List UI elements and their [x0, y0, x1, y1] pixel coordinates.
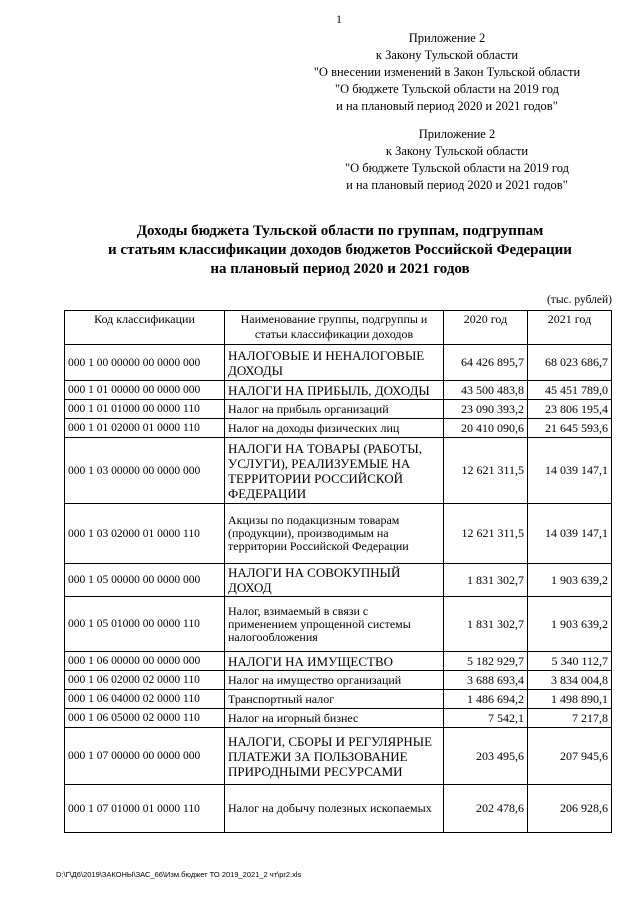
appendix-line: Приложение 2: [418, 127, 496, 141]
row-name: Налог на доходы физических лиц: [225, 419, 444, 438]
row-code: 000 1 06 05000 02 0000 110: [65, 709, 225, 728]
table-row: [65, 690, 612, 709]
row-code: 000 1 01 02000 01 0000 110: [65, 419, 225, 438]
revenue-table: [64, 310, 612, 833]
row-code: 000 1 03 00000 00 0000 000: [65, 438, 225, 504]
units-label: (тыс. рублей): [546, 294, 612, 306]
row-name: Транспортный налог: [225, 690, 444, 709]
row-value-2021: 21 645 593,6: [528, 419, 612, 438]
row-code: 000 1 03 02000 01 0000 110: [65, 504, 225, 564]
row-value-2021: 14 039 147,1: [528, 438, 612, 504]
row-value-2020: 1 486 694,2: [444, 690, 528, 709]
row-code: 000 1 06 02000 02 0000 110: [65, 671, 225, 690]
appendix-header-budget-law: [322, 126, 592, 194]
table-row: [65, 785, 612, 833]
table-row: [65, 419, 612, 438]
row-value-2020: 12 621 311,5: [444, 438, 528, 504]
table-row: [65, 504, 612, 564]
appendix-line: "О внесении изменений в Закон Тульской области: [313, 65, 581, 79]
appendix-line: "О бюджете Тульской области на 2019 год: [345, 161, 569, 175]
table-row: [65, 597, 612, 652]
row-name: НАЛОГИ НА ПРИБЫЛЬ, ДОХОДЫ: [225, 381, 444, 400]
table-header-row: [65, 311, 612, 345]
row-name: Налог на прибыль организаций: [225, 400, 444, 419]
table-row: [65, 652, 612, 671]
row-code: 000 1 06 04000 02 0000 110: [65, 690, 225, 709]
appendix-line: и на плановый период 2020 и 2021 годов": [336, 99, 558, 113]
row-code: 000 1 01 01000 00 0000 110: [65, 400, 225, 419]
table-row: [65, 564, 612, 597]
table-row: [65, 438, 612, 504]
row-value-2020: 23 090 393,2: [444, 400, 528, 419]
header-name: Наименование группы, подгруппы и статьи классификации доходов: [225, 311, 444, 345]
row-value-2021: 68 023 686,7: [528, 345, 612, 381]
row-value-2020: 3 688 693,4: [444, 671, 528, 690]
row-code: 000 1 07 01000 01 0000 110: [65, 785, 225, 833]
appendix-line: к Закону Тульской области: [385, 144, 529, 158]
row-value-2020: 7 542,1: [444, 709, 528, 728]
row-name: Налог на имущество организаций: [225, 671, 444, 690]
row-value-2020: 1 831 302,7: [444, 597, 528, 652]
row-value-2020: 12 621 311,5: [444, 504, 528, 564]
appendix-line: Приложение 2: [408, 31, 486, 45]
row-value-2020: 43 500 483,8: [444, 381, 528, 400]
appendix-line: к Закону Тульской области: [375, 48, 519, 62]
row-code: 000 1 00 00000 00 0000 000: [65, 345, 225, 381]
table-row: [65, 381, 612, 400]
file-path-footer: D:\Г\Д6\2019\ЗАКОНЫ\ЗАС_66\Изм.бюджет ТО 2019_2021_2 чт\pr2.xls: [56, 870, 302, 879]
table-row: [65, 345, 612, 381]
table-row: [65, 400, 612, 419]
row-value-2021: 207 945,6: [528, 728, 612, 785]
table-row: [65, 728, 612, 785]
row-value-2021: 206 928,6: [528, 785, 612, 833]
row-value-2020: 203 495,6: [444, 728, 528, 785]
row-code: 000 1 05 01000 00 0000 110: [65, 597, 225, 652]
row-value-2021: 3 834 004,8: [528, 671, 612, 690]
row-name: НАЛОГИ НА СОВОКУПНЫЙ ДОХОД: [225, 564, 444, 597]
title-line: Доходы бюджета Тульской области по группам, подгруппам: [136, 223, 544, 239]
row-code: 000 1 07 00000 00 0000 000: [65, 728, 225, 785]
row-code: 000 1 06 00000 00 0000 000: [65, 652, 225, 671]
row-name: Акцизы по подакцизным товарам (продукции), производимым на территории Российской Федерации: [225, 504, 444, 564]
header-code: Код классификации: [65, 311, 225, 345]
title-line: на плановый период 2020 и 2021 годов: [210, 261, 470, 277]
appendix-line: "О бюджете Тульской области на 2019 год: [335, 82, 559, 96]
row-name: Налог, взимаемый в связи с применением упрощенной системы налогообложения: [225, 597, 444, 652]
table-row: [65, 671, 612, 690]
row-value-2021: 45 451 789,0: [528, 381, 612, 400]
row-value-2020: 64 426 895,7: [444, 345, 528, 381]
row-value-2020: 5 182 929,7: [444, 652, 528, 671]
row-value-2021: 1 498 890,1: [528, 690, 612, 709]
row-value-2020: 1 831 302,7: [444, 564, 528, 597]
row-name: Налог на добычу полезных ископаемых: [225, 785, 444, 833]
row-name: НАЛОГОВЫЕ И НЕНАЛОГОВЫЕ ДОХОДЫ: [225, 345, 444, 381]
header-2020: 2020 год: [444, 311, 528, 345]
row-code: 000 1 01 00000 00 0000 000: [65, 381, 225, 400]
row-value-2020: 20 410 090,6: [444, 419, 528, 438]
row-name: НАЛОГИ, СБОРЫ И РЕГУЛЯРНЫЕ ПЛАТЕЖИ ЗА ПОЛЬЗОВАНИЕ ПРИРОДНЫМИ РЕСУРСАМИ: [225, 728, 444, 785]
appendix-header-amending-law: [302, 30, 592, 115]
row-value-2021: 1 903 639,2: [528, 564, 612, 597]
appendix-line: и на плановый период 2020 и 2021 годов": [346, 178, 568, 192]
row-value-2021: 5 340 112,7: [528, 652, 612, 671]
row-value-2021: 1 903 639,2: [528, 597, 612, 652]
row-name: НАЛОГИ НА ТОВАРЫ (РАБОТЫ, УСЛУГИ), РЕАЛИЗУЕМЫЕ НА ТЕРРИТОРИИ РОССИЙСКОЙ ФЕДЕРАЦИИ: [225, 438, 444, 504]
row-code: 000 1 05 00000 00 0000 000: [65, 564, 225, 597]
row-value-2020: 202 478,6: [444, 785, 528, 833]
page-number: 1: [336, 12, 342, 26]
row-value-2021: 23 806 195,4: [528, 400, 612, 419]
document-title: [60, 222, 620, 279]
row-value-2021: 14 039 147,1: [528, 504, 612, 564]
table-row: [65, 709, 612, 728]
row-value-2021: 7 217,8: [528, 709, 612, 728]
row-name: НАЛОГИ НА ИМУЩЕСТВО: [225, 652, 444, 671]
title-line: и статьям классификации доходов бюджетов Российской Федерации: [108, 242, 572, 258]
header-2021: 2021 год: [528, 311, 612, 345]
row-name: Налог на игорный бизнес: [225, 709, 444, 728]
